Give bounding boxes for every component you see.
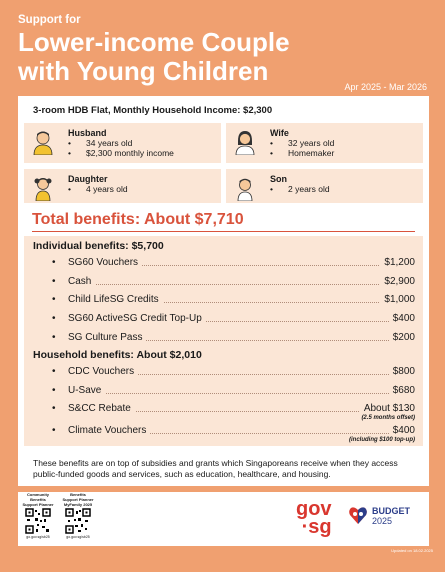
budget-heart-icon <box>348 504 368 526</box>
budget-year: 2025 <box>372 516 393 526</box>
benefit-row <box>24 276 423 290</box>
budget-label: BUDGET <box>372 506 410 516</box>
daughter-details <box>68 184 128 194</box>
benefit-label: CDC Vouchers <box>68 366 138 377</box>
member-son <box>226 169 423 203</box>
daughter-detail: • 4 years old <box>68 184 128 194</box>
benefit-amount: About $130 <box>360 403 415 414</box>
benefit-note: (2.5 months offset) <box>361 415 415 421</box>
qr-caption: Community Benefits Support Planner <box>22 492 54 507</box>
benefit-label: SG Culture Pass <box>68 332 146 343</box>
son-avatar-icon <box>232 175 258 201</box>
bullet: • <box>52 403 56 414</box>
leader-line <box>68 393 403 394</box>
member-husband <box>24 123 221 163</box>
husband-avatar-icon <box>30 129 56 155</box>
benefit-note: (including $100 top-up) <box>349 437 415 443</box>
benefit-row <box>24 294 423 308</box>
member-daughter <box>24 169 221 203</box>
benefits-card <box>18 96 429 486</box>
benefit-amount: $2,900 <box>380 276 415 287</box>
qr-url: go.gov.sg/sb25 <box>26 535 50 539</box>
wife-detail: • 32 years old <box>270 138 334 148</box>
individual-benefits-title: Individual benefits: $5,700 <box>33 240 164 252</box>
benefit-label: Child LifeSG Credits <box>68 294 163 305</box>
household-benefits-title: Household benefits: About $2,010 <box>33 349 202 361</box>
qr-code-icon[interactable] <box>25 508 51 534</box>
qr-code-icon[interactable] <box>65 508 91 534</box>
header-kicker: Support for <box>18 14 81 26</box>
benefit-label: S&CC Rebate <box>68 403 135 414</box>
total-benefits: Total benefits: About $7,710 <box>32 211 244 228</box>
benefit-row <box>24 332 423 346</box>
wife-avatar-icon <box>232 129 258 155</box>
benefit-label: Climate Vouchers <box>68 425 150 436</box>
bullet: • <box>52 313 56 324</box>
benefit-label: SG60 ActiveSG Credit Top-Up <box>68 313 206 324</box>
benefits-panel <box>24 236 423 446</box>
wife-details <box>270 138 334 158</box>
bullet: • <box>52 276 56 287</box>
benefit-row <box>24 425 423 443</box>
son-detail: • 2 years old <box>270 184 330 194</box>
wife-name: Wife <box>270 128 289 138</box>
benefit-amount: $200 <box>389 332 415 343</box>
son-details <box>270 184 330 194</box>
benefit-label: Cash <box>68 276 95 287</box>
gov-sg-logo <box>296 500 332 536</box>
member-wife <box>226 123 423 163</box>
husband-detail: • $2,300 monthly income <box>68 148 174 158</box>
bullet: • <box>52 257 56 268</box>
leader-line <box>68 284 403 285</box>
benefit-label: U-Save <box>68 385 105 396</box>
benefit-row <box>24 313 423 327</box>
benefit-amount: $800 <box>389 366 415 377</box>
benefit-row <box>24 366 423 380</box>
benefit-row <box>24 403 423 421</box>
benefit-row <box>24 257 423 271</box>
bullet: • <box>52 385 56 396</box>
benefit-label: SG60 Vouchers <box>68 257 142 268</box>
husband-detail: • 34 years old <box>68 138 174 148</box>
son-name: Son <box>270 174 287 184</box>
daughter-avatar-icon <box>30 175 56 201</box>
wife-detail: • Homemaker <box>270 148 334 158</box>
header <box>18 14 431 92</box>
bullet: • <box>52 294 56 305</box>
footnote: These benefits are on top of subsidies and grants which Singaporeans receive when they access public-funded goods and services, such as education, healthcare, and housing. <box>33 458 398 479</box>
qr-url: go.gov.sg/sb25 <box>66 535 90 539</box>
period-label: Apr 2025 - Mar 2026 <box>344 82 427 92</box>
total-divider <box>32 231 415 232</box>
bullet: • <box>52 366 56 377</box>
benefit-row <box>24 385 423 399</box>
daughter-name: Daughter <box>68 174 108 184</box>
benefit-amount: $680 <box>389 385 415 396</box>
page-title: Lower-income Couple with Young Children <box>18 27 290 86</box>
gov-sg-logo-sg: ·sg <box>301 516 332 538</box>
updated-date: Updated on 18.02.2025 <box>391 548 433 553</box>
gov-sg-logo-gov: gov <box>296 498 332 520</box>
qr-caption: Benefits Support Planner MyFamily 2025 <box>62 492 94 507</box>
benefit-amount: $400 <box>389 425 415 436</box>
benefit-amount: $1,000 <box>380 294 415 305</box>
husband-name: Husband <box>68 128 107 138</box>
benefit-amount: $400 <box>389 313 415 324</box>
bullet: • <box>52 332 56 343</box>
husband-details <box>68 138 174 158</box>
footer-bar <box>18 492 429 546</box>
budget-logo <box>348 504 410 531</box>
scenario-label: 3-room HDB Flat, Monthly Household Income: $2,300 <box>33 105 273 116</box>
benefit-amount: $1,200 <box>380 257 415 268</box>
qr-block <box>62 492 94 539</box>
bullet: • <box>52 425 56 436</box>
qr-block <box>22 492 54 539</box>
